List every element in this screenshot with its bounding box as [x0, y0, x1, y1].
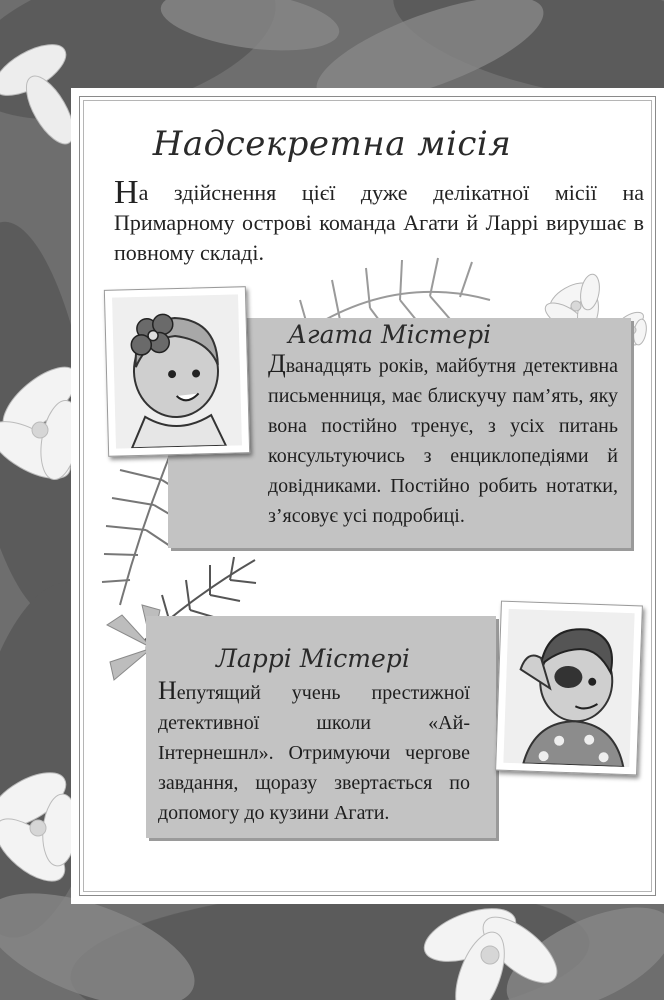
larry-portrait [495, 601, 643, 776]
agata-portrait [104, 286, 250, 457]
character-description: Непутящий учень престижної детективної школи «Ай-Інтернешнл». Отримуючи чергове завдання, щоразу звертається по допомогу до кузини Агати. [158, 676, 470, 824]
page-title: Надсекретна місія [152, 124, 512, 164]
agata-illustration [112, 294, 242, 448]
description-drop-cap: Н [158, 676, 177, 705]
intro-paragraph [114, 174, 644, 268]
description-drop-cap: Д [268, 349, 286, 378]
intro-text: а здійснення цієї дуже делікатної місії на Примарному острові команда Агати й Ларрі вирушає в повному складі. [114, 180, 644, 265]
larry-illustration [503, 609, 634, 767]
character-name: Ларрі Містері [216, 644, 410, 673]
character-description: Дванадцять років, майбутня детективна письменниця, має блискучу пам’ять, яку вона постійно тренує, з усіх питань консультуючись з енциклопедіями й довідниками. Постійно робить нотатки, з’ясовує усі подробиці. [268, 349, 618, 527]
intro-drop-cap: Н [114, 174, 139, 211]
character-name: Агата Містері [288, 320, 492, 349]
character-card-larry [146, 616, 496, 838]
